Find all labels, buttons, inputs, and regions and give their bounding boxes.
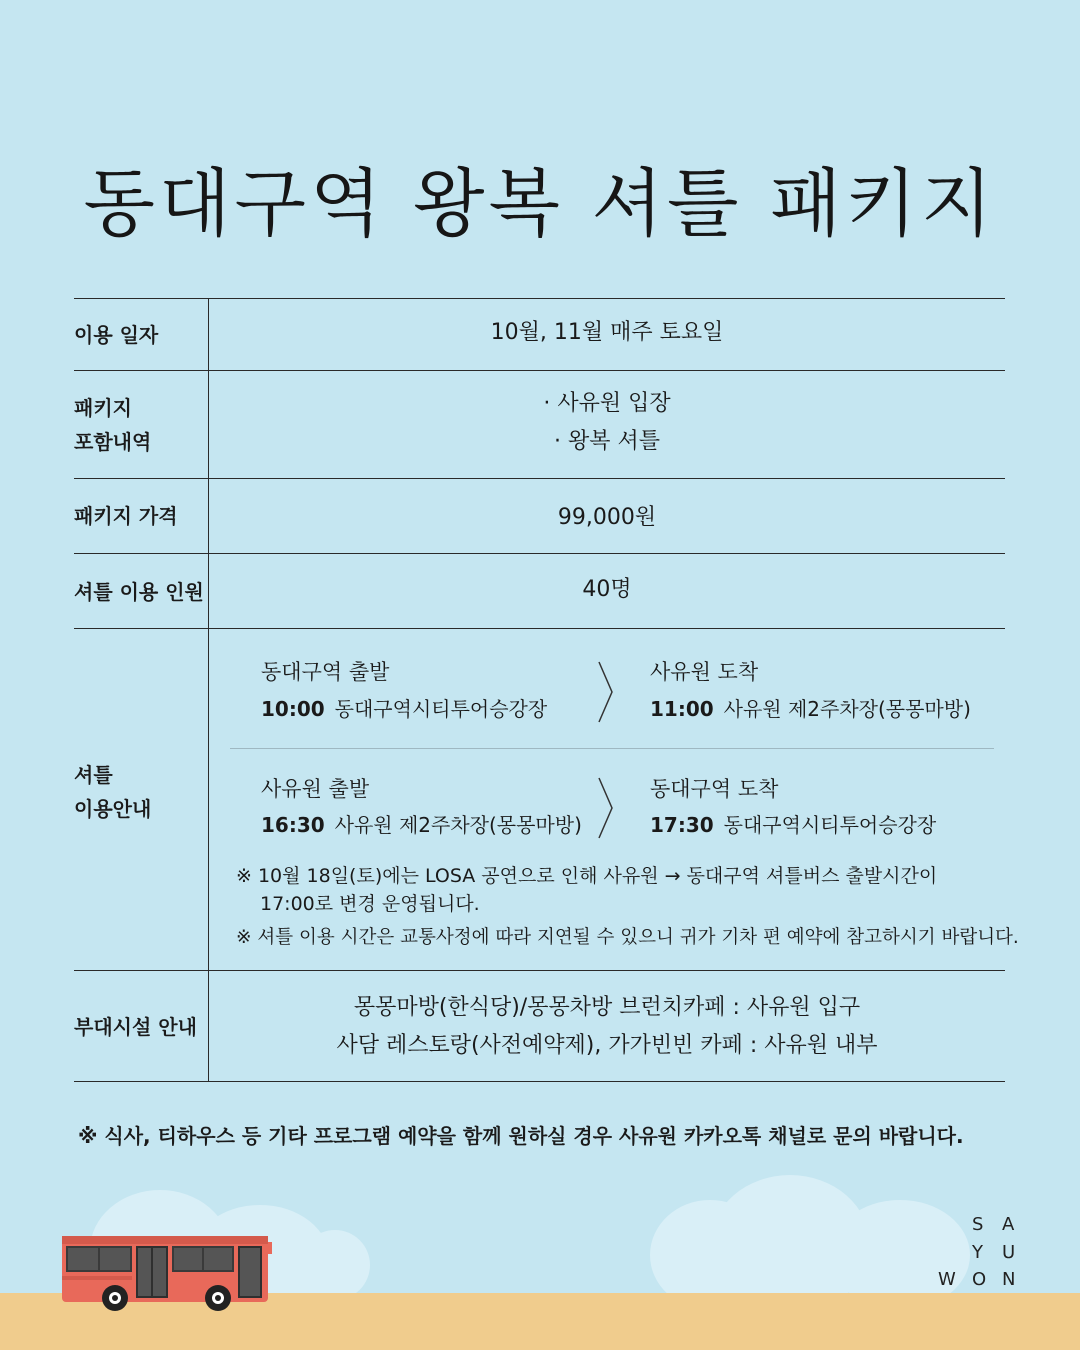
page-title: 동대구역 왕복 셔틀 패키지 [83, 161, 997, 247]
value-text: 10월, 11월 매주 토요일 [490, 320, 724, 345]
place: 동대구역시티투어승강장 [334, 697, 548, 721]
row-label-shuttle [74, 629, 208, 955]
route1-departure-detail [261, 693, 547, 722]
label-text: 셔틀 이용 인원 [74, 580, 204, 604]
row-value-price [209, 479, 1005, 557]
time: 11:00 [650, 697, 714, 721]
time: 17:30 [650, 813, 714, 837]
route-divider [230, 748, 994, 749]
list-item: · 사유원 입장 [543, 391, 671, 416]
logo-letter: W [938, 1269, 956, 1290]
row-label-capacity [74, 554, 208, 630]
row-divider [74, 628, 1005, 629]
time: 16:30 [261, 813, 325, 837]
logo-letter: N [1002, 1269, 1016, 1290]
list-item: · 왕복 셔틀 [554, 429, 660, 454]
chevron-right-icon [596, 776, 616, 840]
logo-letter: O [972, 1269, 987, 1290]
row-label-includes [74, 371, 208, 478]
facility-line: 몽몽마방(한식당)/몽몽차방 브런치카페 : 사유원 입구 [353, 995, 861, 1020]
route1-departure-title: 동대구역 출발 [261, 660, 390, 684]
label-text: 패키지 가격 [74, 504, 178, 528]
note-line: 17:00로 변경 운영됩니다. [260, 893, 480, 915]
row-label-date [74, 299, 208, 370]
label-text: 포함내역 [74, 429, 152, 454]
route1-arrival-detail [650, 693, 971, 722]
logo-letter: U [1002, 1242, 1016, 1263]
logo-letter: Y [972, 1242, 983, 1263]
shuttle-note-1 [236, 862, 996, 918]
route2-arrival-detail [650, 809, 936, 838]
logo-letter: A [1002, 1214, 1015, 1235]
shuttle-note-2: ※ 셔틀 이용 시간은 교통사정에 따라 지연될 수 있으니 귀가 기차 편 예약에 참고하시기 바랍니다. [236, 927, 1019, 948]
label-text: 패키지 [74, 395, 132, 420]
route2-departure-title: 사유원 출발 [261, 777, 370, 801]
footer-note: ※ 식사, 티하우스 등 기타 프로그램 예약을 함께 원하실 경우 사유원 카카오톡 채널로 문의 바랍니다. [78, 1124, 964, 1148]
value-text: 40명 [582, 577, 632, 602]
route1-arrival-title: 사유원 도착 [650, 660, 759, 684]
cloud [300, 1230, 370, 1300]
row-value-capacity [209, 554, 1005, 626]
note-line: ※ 10월 18일(토)에는 LOSA 공연으로 인해 사유원 → 동대구역 셔틀버스 출발시간이 [236, 865, 938, 887]
row-label-facilities [74, 971, 208, 1083]
time: 10:00 [261, 697, 325, 721]
row-label-price [74, 479, 208, 553]
place: 사유원 제2주차장(몽몽마방) [723, 697, 971, 721]
label-text: 부대시설 안내 [74, 1015, 197, 1039]
bus-icon [58, 1232, 278, 1312]
facility-line: 사담 레스토랑(사전예약제), 가가빈빈 카페 : 사유원 내부 [336, 1033, 878, 1058]
place: 사유원 제2주차장(몽몽마방) [334, 813, 582, 837]
logo-letter: S [972, 1214, 984, 1235]
row-value-includes [209, 371, 1005, 475]
row-value-facilities [209, 971, 1005, 1083]
value-text: 99,000원 [557, 505, 657, 530]
chevron-right-icon [596, 660, 616, 724]
row-value-date [209, 299, 1005, 367]
route2-departure-detail [261, 809, 582, 838]
route2-arrival-title: 동대구역 도착 [650, 777, 779, 801]
label-text: 셔틀 [74, 763, 113, 787]
place: 동대구역시티투어승강장 [723, 813, 937, 837]
label-text: 이용 일자 [74, 322, 159, 347]
label-text: 이용안내 [74, 797, 152, 821]
